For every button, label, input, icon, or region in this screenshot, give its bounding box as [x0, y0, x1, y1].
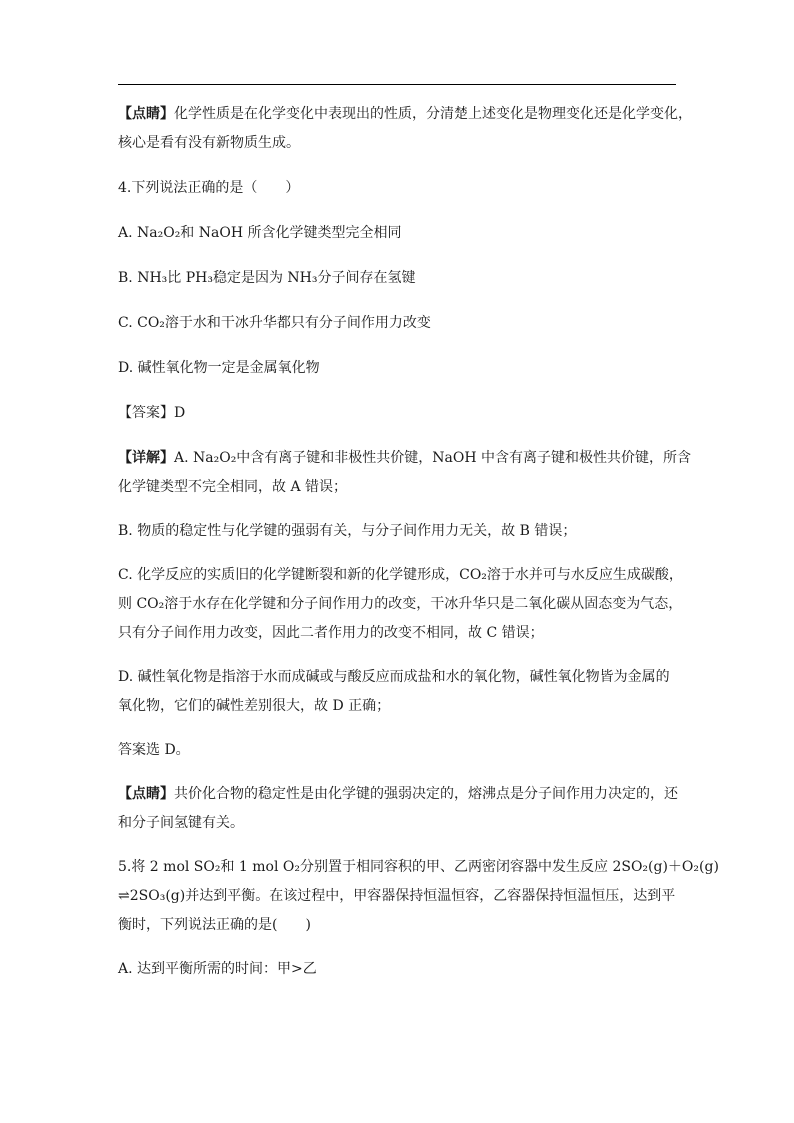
q4-explain-c-line2: 则 CO₂溶于水存在化学键和分子间作用力的改变，干冰升华只是二氧化碳从固态变为气态，: [118, 596, 683, 612]
note2-text1: 共价化合物的稳定性是由化学键的强弱决定的，熔沸点是分子间作用力决定的，还: [174, 786, 678, 802]
q4-explain-d-line2: 氧化物，它们的碱性差别很大，故 D 正确；: [118, 698, 391, 714]
note2-tag: 【点睛】: [118, 786, 174, 802]
q4-explain-d-line1: D. 碱性氧化物是指溶于水而成碱或与酸反应而成盐和水的氧化物，碱性氧化物皆为金属的: [118, 669, 670, 685]
q4-option-a: A. Na₂O₂和 NaOH 所含化学键类型完全相同: [118, 225, 402, 241]
q5-line2: ⇌2SO₃(g)并达到平衡。在该过程中，甲容器保持恒温恒容，乙容器保持恒温恒压，达到平: [118, 888, 676, 904]
q4-note-line1: [118, 780, 678, 809]
note1-line1: [118, 100, 692, 129]
note1-line2: 核心是看有没有新物质生成。: [118, 135, 300, 151]
q5-option-a: A. 达到平衡所需的时间：甲>乙: [118, 961, 317, 977]
q4-answer: 【答案】D: [118, 405, 186, 421]
q4-explain-a-line2: 化学键类型不完全相同，故 A 错误；: [118, 479, 348, 495]
q4-explain-a-line1: [118, 444, 692, 473]
q5-line1: 5.将 2 mol SO₂和 1 mol O₂分别置于相同容积的甲、乙两密闭容器中发生反应 2SO₂(g)＋O₂(g): [118, 859, 719, 875]
note1-text1: 化学性质是在化学变化中表现出的性质，分清楚上述变化是物理变化还是化学变化，: [174, 106, 692, 122]
header-rule: [118, 84, 676, 85]
q4-stem: 4.下列说法正确的是（ ）: [118, 180, 300, 196]
q4-option-d: D. 碱性氧化物一定是金属氧化物: [118, 360, 320, 376]
explain-tag: 【详解】: [118, 450, 174, 466]
document-page: [118, 100, 719, 984]
q4-note-line2: 和分子间氢键有关。: [118, 815, 244, 831]
q4-option-b: B. NH₃比 PH₃稳定是因为 NH₃分子间存在氢键: [118, 270, 416, 286]
q4-option-c: C. CO₂溶于水和干冰升华都只有分子间作用力改变: [118, 315, 431, 331]
q4-explain-c-line1: C. 化学反应的实质旧的化学键断裂和新的化学键形成，CO₂溶于水并可与水反应生成碳酸，: [118, 567, 683, 583]
note1-tag: 【点睛】: [118, 106, 174, 122]
explain-a-text: A. Na₂O₂中含有离子键和非极性共价键，NaOH 中含有离子键和极性共价键，所含: [174, 450, 692, 466]
q4-choice: 答案选 D。: [118, 742, 190, 758]
q5-line3: 衡时，下列说法正确的是( ): [118, 917, 311, 933]
q4-explain-c-line3: 只有分子间作用力改变，因此二者作用力的改变不相同，故 C 错误；: [118, 625, 544, 641]
q4-explain-b: B. 物质的稳定性与化学键的强弱有关，与分子间作用力无关，故 B 错误；: [118, 523, 577, 539]
